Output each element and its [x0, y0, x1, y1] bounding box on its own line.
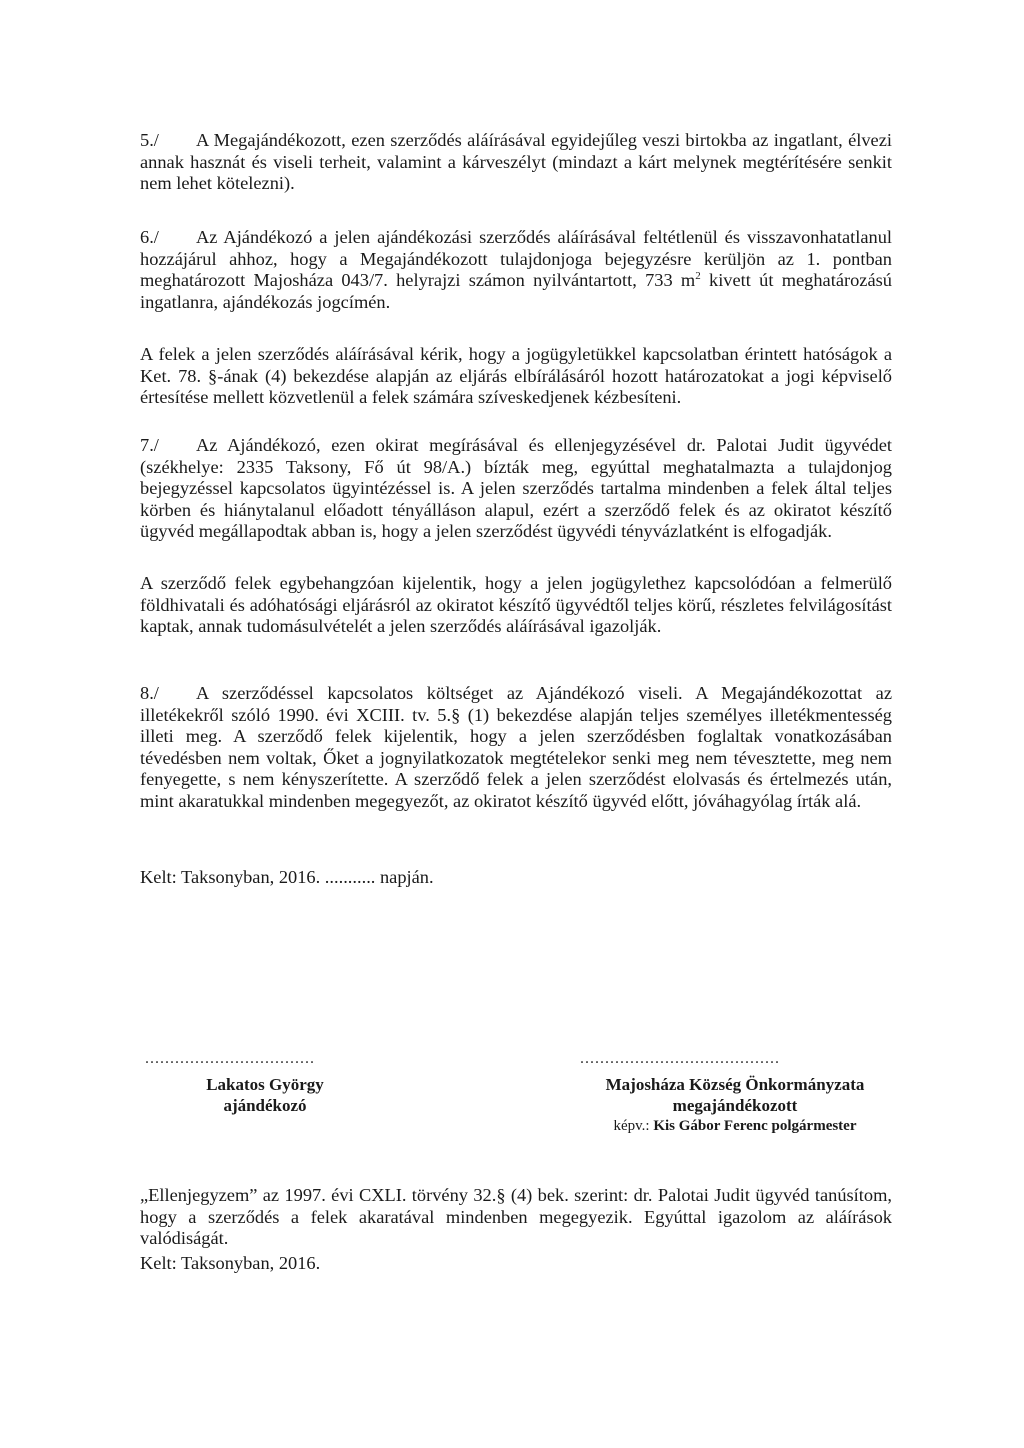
- section-6-text: Az Ajándékozó a jelen ajándékozási szerződés aláírásával feltétlenül és visszavonhatatlanul hozzájárul ahhoz, hogy a Megajándékozott tulajdonjoga bejegyzésre kerüljön az 1. pontban meghatározott Majosháza 043/7. helyrajzi számon nyilvántartott, 733 m: [140, 227, 892, 291]
- section-6-number: 6./: [140, 227, 159, 247]
- left-signature-block: [140, 1074, 390, 1116]
- section-5-text: A Megajándékozott, ezen szerződés aláírásával egyidejűleg veszi birtokba az ingatlant, élvezi annak hasznát és viseli terheit, valamint a kárveszélyt (mindazt a kárt melynek megtérítésére senkit nem lehet kötelezni).: [140, 130, 892, 194]
- section-7-number: 7./: [140, 435, 159, 455]
- section-8-text: A szerződéssel kapcsolatos költséget az Ajándékozó viseli. A Megajándékozottat az illetékekről szóló 1990. évi XCIII. tv. 5.§ (1) bekezdése alapján teljes személyes illetékmentesség illeti meg. A szerződő felek kijelentik, hogy a jelen szerződésben foglaltak vonatkozásában tévedésben nem voltak, Őket a jognyilatkozatok megtételekor senki meg nem tévesztette, meg nem fenyegette, s nem kényszerítette. A szerződő felek a jelen szerződést elolvasás és értelmezés után, mint akaratukkal mindenben megegyezőt, az okiratot készítő ügyvéd előtt, jóváhagyólag írták alá.: [140, 683, 892, 811]
- date-place-line-2: Kelt: Taksonyban, 2016.: [140, 1253, 321, 1273]
- recipient-name: Majosháza Község Önkormányzata: [605, 1075, 865, 1094]
- donor-role: ajándékozó: [223, 1096, 307, 1115]
- section-7-text: Az Ajándékozó, ezen okirat megírásával és ellenjegyzésével dr. Palotai Judit ügyvédet (székhelye: 2335 Taksony, Fő út 98/A.) bízták meg, egyúttal meghatalmazta a tulajdonjog bejegyzéssel kapcsolatos ügyintézéssel is. A jelen szerződés tartalma mindenben a felek által teljes körben és hiánytalanul előadott tényálláson alapul, ezért a szerződő felek és az okiratot készítő ügyvéd megállapodtak abban is, hogy a jelen szerződést ügyvédi tényvázlatként is elfogadják.: [140, 435, 892, 542]
- date-place-line: Kelt: Taksonyban, 2016. ........... napján.: [140, 867, 434, 887]
- parties-request-paragraph: A felek a jelen szerződés aláírásával kérik, hogy a jogügyletükkel kapcsolatban érintett hatóságok a Ket. 78. §-ának (4) bekezdése alapján az eljárás elbírálásáról hozott határozatokat a jogi képviselő értesítése mellett közvetlenül a felek számára szíveskedjenek kézbesíteni.: [140, 344, 892, 408]
- section-5: [140, 130, 892, 195]
- section-8: [140, 683, 892, 813]
- section-7-continued: A szerződő felek egybehangzóan kijelentik, hogy a jelen jogügylethez kapcsolódóan a felmerülő földhivatali és adóhatósági eljárásról az okiratot készítő ügyvédtől teljes körű, részletes felvilágosítást kaptak, annak tudomásulvételét a jelen szerződés aláírásával igazolják.: [140, 573, 892, 637]
- section-6-text-end: kivett út meghatározású ingatlanra, ajándékozás jogcímén.: [140, 270, 892, 312]
- representative-name: Kis Gábor Ferenc polgármester: [653, 1118, 857, 1134]
- donor-name: Lakatos György: [206, 1075, 324, 1094]
- section-8-number: 8./: [140, 683, 159, 703]
- left-signature-line: ..................................: [145, 1050, 315, 1067]
- representative-label: képv.:: [613, 1118, 650, 1134]
- right-signature-block: [570, 1074, 900, 1137]
- section-5-number: 5./: [140, 130, 159, 150]
- right-signature-line: ........................................: [580, 1050, 780, 1067]
- countersignature-paragraph: „Ellenjegyzem” az 1997. évi CXLI. törvény 32.§ (4) bek. szerint: dr. Palotai Judit ügyvéd tanúsítom, hogy a szerződés a felek akaratával mindenben megegyezik. Egyúttal igazolom az aláírások valódiságát.: [140, 1185, 892, 1249]
- section-7: [140, 435, 892, 543]
- recipient-role: megajándékozott: [672, 1096, 798, 1115]
- section-6: [140, 227, 892, 313]
- representative: [570, 1116, 900, 1137]
- section-6-superscript: 2: [695, 270, 701, 283]
